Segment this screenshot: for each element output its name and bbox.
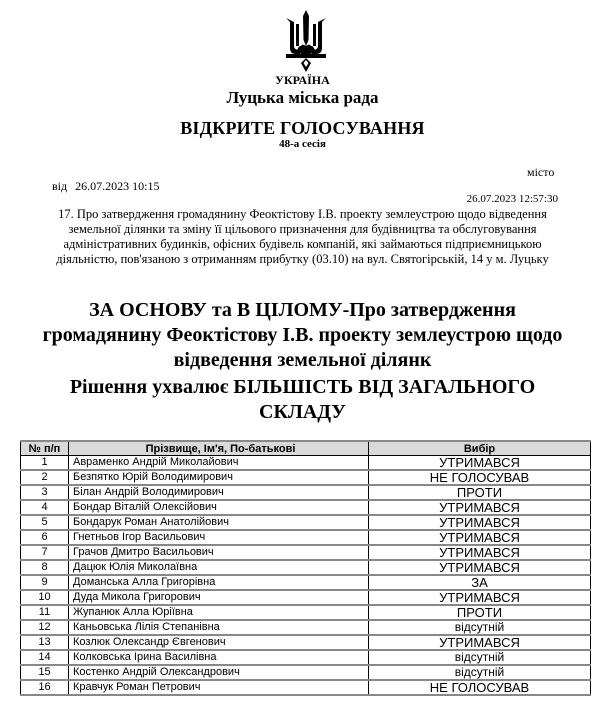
vote-choice: УТРИМАВСЯ bbox=[369, 590, 591, 605]
vote-choice: відсутній bbox=[369, 620, 591, 635]
deputy-name: Бондар Віталій Олексійович bbox=[69, 500, 369, 515]
deputy-name: Доманська Алла Григорівна bbox=[69, 575, 369, 590]
table-row bbox=[21, 560, 591, 575]
row-number: 12 bbox=[21, 620, 69, 635]
table-row bbox=[21, 590, 591, 605]
vote-choice: УТРИМАВСЯ bbox=[369, 500, 591, 515]
vote-choice: відсутній bbox=[369, 665, 591, 680]
table-row bbox=[21, 620, 591, 635]
table-row bbox=[21, 545, 591, 560]
deputy-name: Колковська Ірина Василівна bbox=[69, 650, 369, 665]
deputy-name: Жупанюк Алла Юріївна bbox=[69, 605, 369, 620]
deputy-name: Безпятко Юрій Володимирович bbox=[69, 470, 369, 485]
decision-title: ЗА ОСНОВУ та В ЦІЛОМУ-Про затвердження громадянину Феоктістову І.В. проекту землеустрою щодо відведення земельної ділянк bbox=[42, 299, 563, 371]
country-label: УКРАЇНА bbox=[275, 73, 330, 87]
row-number: 11 bbox=[21, 605, 69, 620]
session-date bbox=[52, 179, 167, 194]
deputy-name: Кравчук Роман Петрович bbox=[69, 680, 369, 695]
council-name: Луцька міська рада bbox=[226, 88, 379, 107]
column-header-choice: Вибір bbox=[369, 441, 591, 456]
row-number: 7 bbox=[21, 545, 69, 560]
row-number: 16 bbox=[21, 680, 69, 695]
table-row bbox=[21, 456, 591, 471]
deputy-name: Каньовська Лілія Степанівна bbox=[69, 620, 369, 635]
table-row bbox=[21, 605, 591, 620]
column-header-number: № п/п bbox=[21, 441, 69, 456]
majority-prefix: Рішення ухвалює bbox=[69, 376, 234, 398]
column-header-name: Прізвище, Ім'я, По-батькові bbox=[69, 441, 369, 456]
vote-choice: ПРОТИ bbox=[369, 485, 591, 500]
table-row bbox=[21, 530, 591, 545]
vote-choice: УТРИМАВСЯ bbox=[369, 545, 591, 560]
row-number: 2 bbox=[21, 470, 69, 485]
vote-choice: ЗА bbox=[369, 575, 591, 590]
row-number: 8 bbox=[21, 560, 69, 575]
table-row bbox=[21, 680, 591, 695]
majority-rule-value: БІЛЬШІСТЬ ВІД ЗАГАЛЬНОГО СКЛАДУ bbox=[233, 376, 536, 423]
deputy-name: Дуда Микола Григорович bbox=[69, 590, 369, 605]
deputy-name: Грачов Дмитро Васильович bbox=[69, 545, 369, 560]
deputy-name: Бондарук Роман Анатолійович bbox=[69, 515, 369, 530]
deputy-name: Дацюк Юлія Миколаївна bbox=[69, 560, 369, 575]
deputy-name: Костенко Андрій Олександрович bbox=[69, 665, 369, 680]
vote-choice: відсутній bbox=[369, 650, 591, 665]
row-number: 10 bbox=[21, 590, 69, 605]
printed-datetime: 26.07.2023 12:57:30 bbox=[466, 193, 558, 205]
vote-choice: НЕ ГОЛОСУВАВ bbox=[369, 680, 591, 695]
vote-choice: ПРОТИ bbox=[369, 605, 591, 620]
city-label: місто bbox=[527, 165, 555, 179]
majority-rule bbox=[35, 375, 570, 425]
deputy-name: Гнетньов Ігор Васильович bbox=[69, 530, 369, 545]
vote-choice: УТРИМАВСЯ bbox=[369, 635, 591, 650]
deputy-name: Білан Андрій Володимирович bbox=[69, 485, 369, 500]
table-row bbox=[21, 635, 591, 650]
vote-choice: УТРИМАВСЯ bbox=[369, 456, 591, 471]
row-number: 15 bbox=[21, 665, 69, 680]
row-number: 3 bbox=[21, 485, 69, 500]
table-row bbox=[21, 470, 591, 485]
row-number: 13 bbox=[21, 635, 69, 650]
agenda-item-text: 17. Про затвердження громадянину Феоктістову І.В. проекту землеустрою щодо відведення земельної ділянки та зміну її цільового призначення для будівництва та обслуговування адміністративних будинків, офісних будівель компаній, які займаються підприємницькою діяльністю, пов'язаною з отриманням прибутку (03.10) на вул. Святогірській, 14 у м. Луцьку bbox=[56, 207, 549, 266]
vote-choice: НЕ ГОЛОСУВАВ bbox=[369, 470, 591, 485]
table-header-row bbox=[21, 441, 591, 456]
votes-table bbox=[20, 440, 591, 696]
vote-choice: УТРИМАВСЯ bbox=[369, 560, 591, 575]
from-datetime: 26.07.2023 10:15 bbox=[75, 179, 160, 193]
vote-choice: УТРИМАВСЯ bbox=[369, 530, 591, 545]
table-row bbox=[21, 500, 591, 515]
table-row bbox=[21, 515, 591, 530]
row-number: 9 bbox=[21, 575, 69, 590]
table-row bbox=[21, 575, 591, 590]
vote-type-title: ВІДКРИТЕ ГОЛОСУВАННЯ bbox=[180, 118, 425, 138]
row-number: 6 bbox=[21, 530, 69, 545]
table-row bbox=[21, 485, 591, 500]
table-row bbox=[21, 650, 591, 665]
vote-choice: УТРИМАВСЯ bbox=[369, 515, 591, 530]
row-number: 4 bbox=[21, 500, 69, 515]
row-number: 5 bbox=[21, 515, 69, 530]
votes-table-body bbox=[21, 456, 591, 696]
row-number: 14 bbox=[21, 650, 69, 665]
deputy-name: Авраменко Андрій Миколайович bbox=[69, 456, 369, 471]
row-number: 1 bbox=[21, 456, 69, 471]
from-label: від bbox=[52, 179, 68, 193]
session-label: 48-а сесія bbox=[279, 138, 326, 150]
trident-emblem-icon bbox=[283, 10, 329, 72]
table-row bbox=[21, 665, 591, 680]
deputy-name: Козлюк Олександр Євгенович bbox=[69, 635, 369, 650]
